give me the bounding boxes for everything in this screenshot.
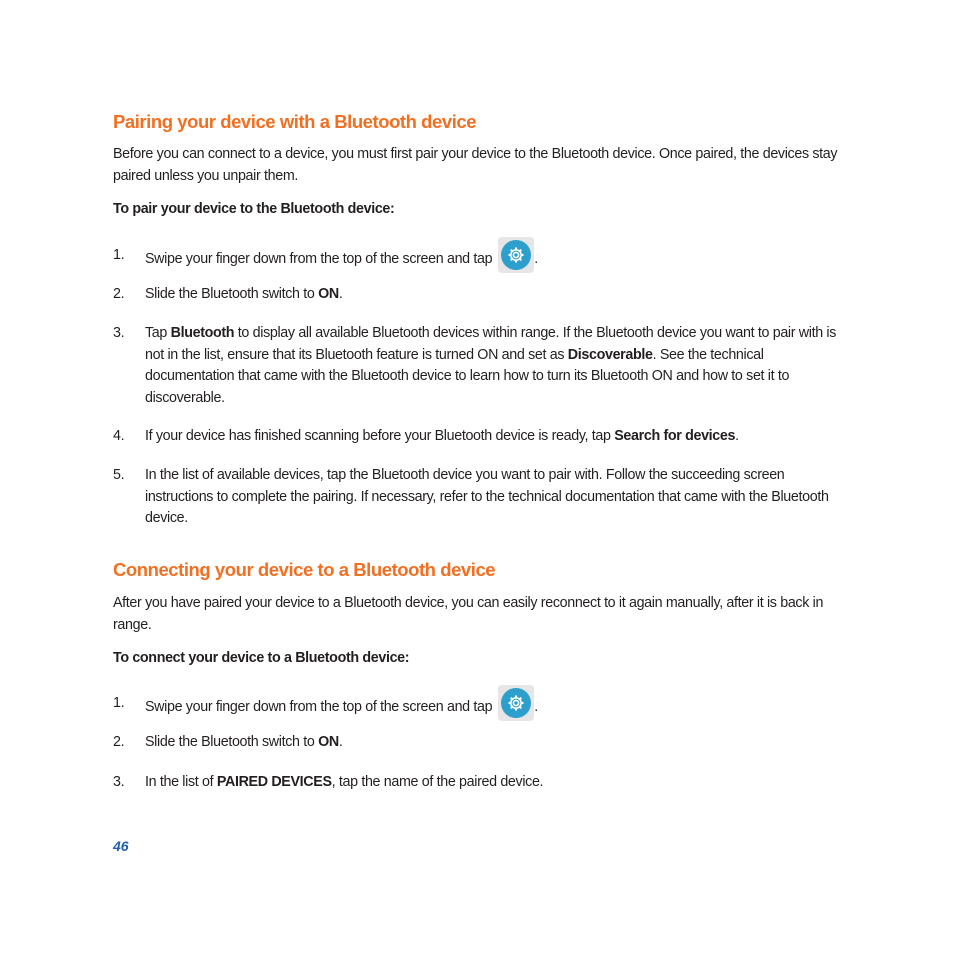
settings-gear-icon bbox=[498, 237, 534, 273]
bold-term: ON bbox=[318, 286, 339, 302]
page-number: 46 bbox=[113, 838, 129, 854]
step-number: 3. bbox=[113, 774, 125, 790]
bold-term: PAIRED DEVICES bbox=[216, 774, 332, 790]
bold-term: Bluetooth bbox=[170, 325, 235, 341]
step-number: 1. bbox=[113, 247, 125, 263]
bold-term: ON bbox=[318, 734, 339, 750]
pairing-subheading: To pair your device to the Bluetooth device: bbox=[113, 201, 395, 217]
bold-term: Search for devices bbox=[614, 428, 736, 444]
section-title-connecting: Connecting your device to a Bluetooth device bbox=[113, 559, 496, 580]
step-number: 3. bbox=[113, 325, 125, 341]
step-number: 2. bbox=[113, 734, 125, 750]
step-text: Swipe your finger down from the top of the screen and tap bbox=[145, 250, 493, 267]
step-number: 1. bbox=[113, 695, 125, 711]
bold-term: Discoverable bbox=[567, 346, 653, 363]
step-number: 2. bbox=[113, 286, 125, 302]
connecting-subheading: To connect your device to a Bluetooth device: bbox=[113, 650, 410, 666]
step-text: Swipe your finger down from the top of the screen and tap bbox=[145, 698, 493, 715]
step-text: In the list of available devices, tap the Bluetooth device you want to pair with. Follow the succeeding screen instructions to complete the pairing. If necessary, refer to the technical documentation that came with the Bluetooth device. bbox=[145, 467, 829, 526]
step-number: 5. bbox=[113, 467, 125, 483]
pairing-intro: Before you can connect to a device, you must first pair your device to the Bluetooth device. Once paired, the devices stay paired unless you unpair them. bbox=[113, 146, 838, 184]
section-title-pairing: Pairing your device with a Bluetooth device bbox=[113, 111, 477, 132]
connecting-intro: After you have paired your device to a Bluetooth device, you can easily reconnect to it again manually, after it is back in range. bbox=[113, 595, 824, 633]
step-number: 4. bbox=[113, 428, 125, 444]
settings-gear-icon bbox=[498, 685, 534, 721]
